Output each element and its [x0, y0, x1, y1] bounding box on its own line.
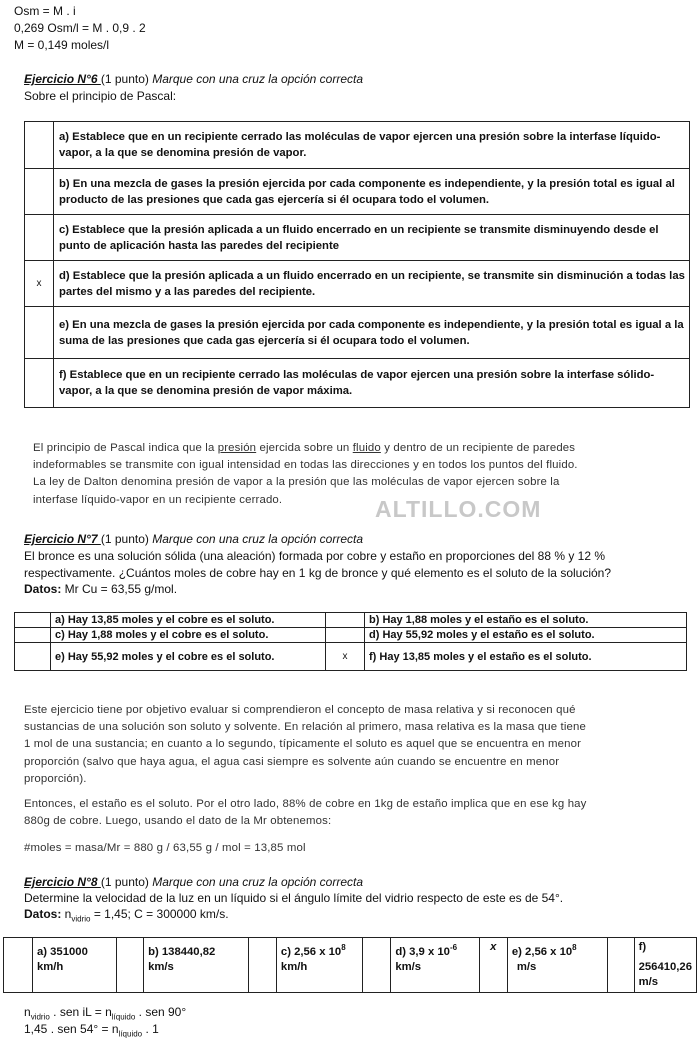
exercise-7-question: respectivamente. ¿Cuántos moles de cobre hay en 1 kg de bronce y qué elemento es el soluto de la solución? [24, 566, 612, 580]
option-text: d) Hay 55,92 moles y el estaño es el soluto. [365, 628, 687, 643]
option-mark[interactable] [326, 613, 365, 628]
option-text: e) Hay 55,92 moles y el cobre es el soluto. [51, 643, 326, 671]
explanation-line: Entonces, el estaño es el soluto. Por el otro lado, 88% de cobre en 1kg de estaño implica que en ese kg hay [24, 798, 587, 810]
option-mark[interactable] [25, 359, 54, 408]
explanation-line: interfase líquido-vapor en un recipiente cerrado. [33, 493, 283, 506]
option-text: f) Establece que en un recipiente cerrado las moléculas de vapor ejercen una presión sobre la interfase sólido-vapor, a la que se denomina presión de vapor máxima. [54, 359, 690, 408]
option-text: e) 2,56 x $10^8$ m/s [507, 938, 608, 993]
option-mark[interactable]: x [479, 938, 507, 993]
option-text: a) 351000 km/h [32, 938, 116, 993]
option-row[interactable] [25, 307, 690, 359]
equation-line: $n_{vidrio}$ . sen iL = $n_{líquido}$ . sen 90° [24, 1005, 187, 1022]
option-text: a) Establece que en un recipiente cerrado las moléculas de vapor ejercen una presión sobre la interfase líquido-vapor, a la que se denomina presión de vapor. [54, 122, 690, 169]
option-text: f) Hay 13,85 moles y el estaño es el soluto. [365, 643, 687, 671]
exercise-7-explanation [24, 702, 684, 788]
exercise-7-title: Ejercicio N°7 (1 punto) Marque con una cruz la opción correcta [24, 532, 363, 546]
option-mark[interactable] [15, 643, 51, 671]
option-mark[interactable] [248, 938, 276, 993]
option-text: c) 2,56 x $10^8$ km/h [276, 938, 362, 993]
option-text: c) Establece que la presión aplicada a un fluido encerrado en un recipiente se transmite disminuyendo desde el punto de aplicación hasta las paredes del recipiente [54, 215, 690, 261]
exercise-6-options-table [24, 121, 690, 408]
explanation-line: sustancias de una solución son soluto y solvente. En relación al primero, masa relativa es la masa que tiene [24, 721, 586, 734]
option-row[interactable] [25, 122, 690, 169]
explanation-line: indeformables se transmite con igual intensidad en todas las direcciones y en todos los puntos del fluido. [33, 459, 578, 472]
exercise-7-explanation-2 [24, 796, 684, 830]
exercise-6-title: Ejercicio N°6 (1 punto) Marque con una cruz la opción correcta [24, 72, 363, 86]
option-mark[interactable] [15, 628, 51, 643]
explanation-line: 880g de cobre. Luego, usando el dato de la Mr obtenemos: [24, 815, 332, 828]
exercise-6-explanation [33, 440, 673, 509]
explanation-line: #moles = masa/Mr = 880 g / 63,55 g / mol = 13,85 mol [24, 842, 306, 854]
exercise-7-data: Datos: Mr Cu = 63,55 g/mol. [24, 582, 178, 596]
option-mark[interactable] [117, 938, 144, 993]
option-text: c) Hay 1,88 moles y el cobre es el soluto. [51, 628, 326, 643]
option-mark[interactable]: x [25, 261, 54, 307]
exercise-7-question: El bronce es una solución sólida (una aleación) formada por cobre y estaño en proporciones del 88 % y 12 % [24, 549, 606, 563]
option-mark[interactable] [25, 169, 54, 215]
equation-line: Osm = M . i [14, 4, 76, 18]
equation-line: M = 0,149 moles/l [14, 38, 110, 52]
option-text: b) Hay 1,88 moles y el estaño es el soluto. [365, 613, 687, 628]
explanation-line: El principio de Pascal indica que la presión ejercida sobre un fluido y dentro de un recipiente de paredes [33, 442, 576, 454]
option-mark[interactable] [25, 122, 54, 169]
option-mark[interactable] [608, 938, 634, 993]
option-mark[interactable] [25, 307, 54, 359]
exercise-8-question: Determine la velocidad de la luz en un líquido si el ángulo límite del vidrio respecto de este es de 54°. [24, 891, 564, 905]
watermark-logo: ALTILLO.COM [375, 496, 542, 522]
option-row[interactable] [25, 169, 690, 215]
option-mark[interactable] [4, 938, 33, 993]
exercise-7-options-table [14, 612, 687, 671]
option-text: b) En una mezcla de gases la presión ejercida por cada componente es independiente, y la presión total es igual al producto de las presiones que cada gas ejercería si él ocupara todo el volumen. [54, 169, 690, 215]
option-row[interactable] [25, 261, 690, 307]
option-text: d) Establece que la presión aplicada a un fluido encerrado en un recipiente, se transmite sin disminución a todas las partes del mismo y a las paredes del recipiente. [54, 261, 690, 307]
equation-line: 0,269 Osm/l = M . 0,9 . 2 [14, 21, 146, 35]
option-mark[interactable] [363, 938, 391, 993]
option-mark[interactable] [326, 628, 365, 643]
equation-line: 1,45 . sen $54^\circ = n_{líquido}$ . 1 [24, 1022, 159, 1039]
option-mark[interactable] [15, 613, 51, 628]
exercise-8-data: Datos: $n_{vidrio} = 1,45$; C = 300000 km/s. [24, 907, 229, 924]
exercise-7-calculation [24, 840, 684, 857]
exercise-6-question: Sobre el principio de Pascal: [24, 89, 177, 103]
option-row[interactable] [25, 215, 690, 261]
option-text: a) Hay 13,85 moles y el cobre es el soluto. [51, 613, 326, 628]
option-text: b) 138440,82 km/s [144, 938, 249, 993]
option-text: d) 3,9 x $10^{-6}$ km/s [391, 938, 479, 993]
explanation-line: 1 mol de una sustancia; en cuanto a lo segundo, típicamente el soluto es aquel que se encuentra en menor [24, 738, 582, 751]
option-row[interactable] [25, 359, 690, 408]
exercise-8-options-table [3, 937, 697, 993]
option-mark[interactable] [25, 215, 54, 261]
option-mark[interactable]: x [326, 643, 365, 671]
explanation-line: proporción (salvo que haya agua, el agua casi siempre es solvente aún cuando se encuentre en menor [24, 755, 560, 768]
explanation-line: proporción). [24, 772, 87, 785]
explanation-line: La ley de Dalton denomina presión de vapor a la presión que las moléculas de vapor ejercen sobre la [33, 476, 560, 489]
exercise-8-title: Ejercicio N°8 (1 punto) Marque con una cruz la opción correcta [24, 875, 363, 889]
option-text: f) 256410,26 m/s [634, 938, 696, 993]
explanation-line: Este ejercicio tiene por objetivo evaluar si comprendieron el concepto de masa relativa y si reconocen qué [24, 704, 576, 716]
option-text: e) En una mezcla de gases la presión ejercida por cada componente es independiente, y la presión total es igual a la suma de las presiones que cada gas ejercería si él ocupara todo el volumen. [54, 307, 690, 359]
